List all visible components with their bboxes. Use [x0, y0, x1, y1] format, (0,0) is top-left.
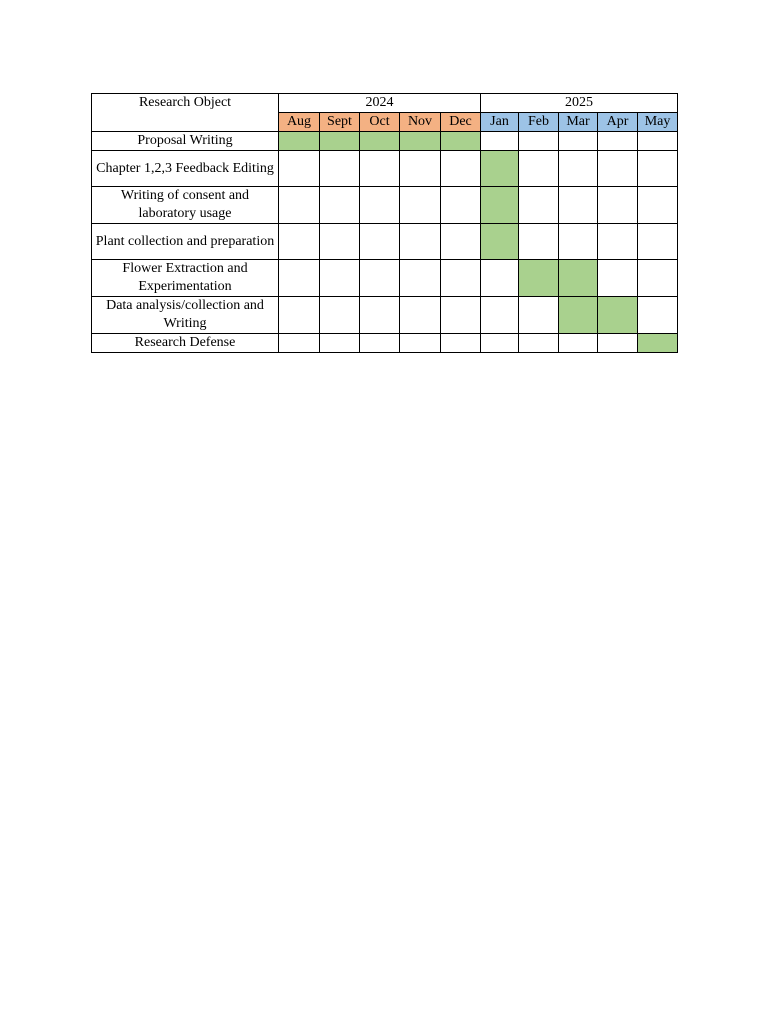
table-row — [92, 297, 678, 334]
empty-cell-may — [638, 224, 678, 260]
empty-cell-feb — [519, 187, 559, 224]
empty-cell-apr — [598, 151, 638, 187]
active-cell-jan — [481, 187, 519, 224]
task-label: Research Defense — [92, 334, 279, 353]
empty-cell-apr — [598, 260, 638, 297]
task-label: Writing of consent and laboratory usage — [92, 187, 279, 224]
empty-cell-apr — [598, 334, 638, 353]
empty-cell-sept — [320, 151, 360, 187]
month-header-aug: Aug — [279, 113, 320, 132]
empty-cell-nov — [400, 334, 441, 353]
month-header-jan: Jan — [481, 113, 519, 132]
empty-cell-aug — [279, 297, 320, 334]
month-header-may: May — [638, 113, 678, 132]
empty-cell-oct — [360, 297, 400, 334]
empty-cell-jan — [481, 260, 519, 297]
empty-cell-nov — [400, 260, 441, 297]
table-row — [92, 187, 678, 224]
month-header-mar: Mar — [559, 113, 598, 132]
month-header-apr: Apr — [598, 113, 638, 132]
empty-cell-sept — [320, 334, 360, 353]
empty-cell-aug — [279, 187, 320, 224]
empty-cell-feb — [519, 334, 559, 353]
table-row — [92, 224, 678, 260]
active-cell-oct — [360, 132, 400, 151]
empty-cell-aug — [279, 224, 320, 260]
month-header-sept: Sept — [320, 113, 360, 132]
task-label: Plant collection and preparation — [92, 224, 279, 260]
empty-cell-dec — [441, 224, 481, 260]
empty-cell-aug — [279, 334, 320, 353]
task-label: Flower Extraction and Experimentation — [92, 260, 279, 297]
empty-cell-dec — [441, 297, 481, 334]
month-header-dec: Dec — [441, 113, 481, 132]
active-cell-jan — [481, 224, 519, 260]
active-cell-feb — [519, 260, 559, 297]
year-header-row — [92, 94, 678, 113]
empty-cell-dec — [441, 334, 481, 353]
research-schedule-table — [91, 93, 678, 353]
empty-cell-jan — [481, 334, 519, 353]
empty-cell-may — [638, 132, 678, 151]
empty-cell-jan — [481, 132, 519, 151]
empty-cell-dec — [441, 187, 481, 224]
empty-cell-oct — [360, 334, 400, 353]
empty-cell-sept — [320, 260, 360, 297]
empty-cell-oct — [360, 187, 400, 224]
empty-cell-feb — [519, 132, 559, 151]
empty-cell-mar — [559, 151, 598, 187]
empty-cell-oct — [360, 224, 400, 260]
empty-cell-dec — [441, 151, 481, 187]
empty-cell-sept — [320, 224, 360, 260]
active-cell-nov — [400, 132, 441, 151]
active-cell-mar — [559, 297, 598, 334]
empty-cell-apr — [598, 187, 638, 224]
empty-cell-jan — [481, 297, 519, 334]
table-body — [92, 94, 678, 353]
empty-cell-feb — [519, 151, 559, 187]
empty-cell-mar — [559, 224, 598, 260]
empty-cell-nov — [400, 224, 441, 260]
empty-cell-may — [638, 151, 678, 187]
empty-cell-may — [638, 297, 678, 334]
empty-cell-aug — [279, 260, 320, 297]
empty-cell-nov — [400, 151, 441, 187]
empty-cell-apr — [598, 224, 638, 260]
table-row — [92, 151, 678, 187]
table-row — [92, 334, 678, 353]
empty-cell-dec — [441, 260, 481, 297]
table-row — [92, 132, 678, 151]
empty-cell-oct — [360, 260, 400, 297]
empty-cell-feb — [519, 297, 559, 334]
empty-cell-may — [638, 260, 678, 297]
empty-cell-sept — [320, 187, 360, 224]
empty-cell-sept — [320, 297, 360, 334]
research-object-header: Research Object — [92, 94, 279, 132]
table-row — [92, 260, 678, 297]
empty-cell-mar — [559, 334, 598, 353]
empty-cell-may — [638, 187, 678, 224]
active-cell-apr — [598, 297, 638, 334]
month-header-oct: Oct — [360, 113, 400, 132]
empty-cell-apr — [598, 132, 638, 151]
active-cell-mar — [559, 260, 598, 297]
active-cell-dec — [441, 132, 481, 151]
active-cell-aug — [279, 132, 320, 151]
empty-cell-aug — [279, 151, 320, 187]
active-cell-jan — [481, 151, 519, 187]
active-cell-may — [638, 334, 678, 353]
task-label: Proposal Writing — [92, 132, 279, 151]
month-header-nov: Nov — [400, 113, 441, 132]
year-header-2025: 2025 — [481, 94, 678, 113]
task-label: Data analysis/collection and Writing — [92, 297, 279, 334]
active-cell-sept — [320, 132, 360, 151]
year-header-2024: 2024 — [279, 94, 481, 113]
empty-cell-mar — [559, 132, 598, 151]
empty-cell-feb — [519, 224, 559, 260]
empty-cell-nov — [400, 187, 441, 224]
empty-cell-oct — [360, 151, 400, 187]
task-label: Chapter 1,2,3 Feedback Editing — [92, 151, 279, 187]
empty-cell-mar — [559, 187, 598, 224]
month-header-feb: Feb — [519, 113, 559, 132]
empty-cell-nov — [400, 297, 441, 334]
